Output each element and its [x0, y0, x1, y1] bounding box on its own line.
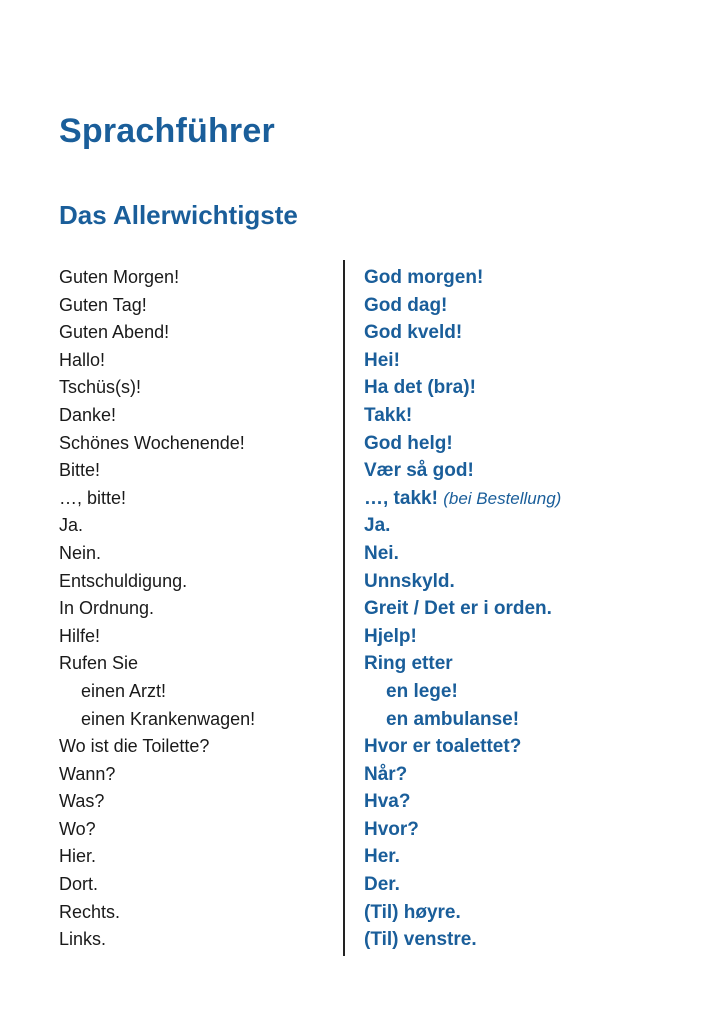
- norwegian-phrase-text: Vær så god!: [364, 460, 474, 482]
- german-phrase: Was?: [59, 791, 105, 812]
- german-phrase: einen Arzt!: [81, 680, 167, 701]
- norwegian-phrase: [364, 485, 694, 513]
- german-phrase: Entschuldigung.: [59, 570, 188, 591]
- german-phrase: einen Krankenwagen!: [81, 708, 256, 729]
- german-phrase: Wo ist die Toilette?: [59, 736, 210, 757]
- german-phrase: Links.: [59, 929, 107, 950]
- norwegian-phrase: [364, 788, 694, 816]
- german-phrase: Rufen Sie: [59, 653, 139, 674]
- usage-note: (bei Bestellung): [443, 488, 562, 508]
- norwegian-phrase: [364, 733, 694, 761]
- norwegian-phrase: [364, 264, 694, 292]
- norwegian-phrase-text: God kveld!: [364, 322, 463, 344]
- norwegian-phrase: [364, 871, 694, 899]
- norwegian-phrase-text: God helg!: [364, 432, 453, 454]
- norwegian-phrase-text: Unnskyld.: [364, 570, 455, 592]
- norwegian-phrase: [364, 402, 694, 430]
- german-phrase: Rechts.: [59, 901, 121, 922]
- german-phrase: Hallo!: [59, 349, 106, 370]
- norwegian-phrase: [364, 926, 694, 954]
- norwegian-phrase-text: (Til) venstre.: [364, 929, 477, 951]
- german-phrase: Hilfe!: [59, 625, 101, 646]
- norwegian-phrase-text: Hva?: [364, 791, 411, 813]
- norwegian-phrase: [364, 319, 694, 347]
- german-phrase: Wann?: [59, 763, 116, 784]
- norwegian-phrase-text: Nei.: [364, 542, 399, 564]
- german-phrase: Nein.: [59, 542, 102, 563]
- column-divider: [343, 260, 345, 956]
- german-phrase: Tschüs(s)!: [59, 377, 142, 398]
- norwegian-phrase: [364, 623, 694, 651]
- norwegian-phrase-text: Hei!: [364, 349, 400, 371]
- norwegian-phrase: [364, 568, 694, 596]
- german-phrase: In Ordnung.: [59, 598, 155, 619]
- norwegian-phrase: [364, 706, 694, 734]
- norwegian-phrase-text: Ring etter: [364, 653, 453, 675]
- german-phrase: Guten Tag!: [59, 294, 147, 315]
- norwegian-phrase-text: Takk!: [364, 404, 413, 426]
- norwegian-phrase: [364, 650, 694, 678]
- norwegian-phrase: [364, 540, 694, 568]
- norwegian-phrase: [364, 843, 694, 871]
- norwegian-phrase: [364, 899, 694, 927]
- norwegian-phrase-text: (Til) høyre.: [364, 901, 461, 923]
- german-phrase: Wo?: [59, 818, 96, 839]
- norwegian-phrase-text: Ja.: [364, 515, 391, 537]
- norwegian-phrase-text: Greit / Det er i orden.: [364, 598, 552, 620]
- section-title: Das Allerwichtigste: [59, 200, 298, 230]
- norwegian-phrase-column: [364, 264, 694, 954]
- norwegian-phrase-text: Hvor?: [364, 818, 419, 840]
- german-phrase: Hier.: [59, 846, 97, 867]
- german-phrase: Guten Abend!: [59, 322, 170, 343]
- norwegian-phrase: [364, 457, 694, 485]
- norwegian-phrase: [364, 816, 694, 844]
- norwegian-phrase: [364, 761, 694, 789]
- german-phrase: Dort.: [59, 874, 99, 895]
- norwegian-phrase-text: …, takk!: [364, 487, 438, 509]
- german-phrase: Schönes Wochenende!: [59, 432, 245, 453]
- german-phrase: Guten Morgen!: [59, 267, 180, 287]
- page-title: Sprachführer: [59, 112, 275, 150]
- norwegian-phrase-text: Når?: [364, 763, 408, 785]
- german-phrase: Ja.: [59, 515, 84, 536]
- norwegian-phrase-text: Ha det (bra)!: [364, 377, 476, 399]
- norwegian-phrase-text: God morgen!: [364, 267, 484, 288]
- norwegian-phrase: [364, 678, 694, 706]
- norwegian-phrase-text: Her.: [364, 846, 400, 868]
- norwegian-phrase: [364, 347, 694, 375]
- norwegian-phrase: [364, 292, 694, 320]
- norwegian-phrase-text: en ambulanse!: [386, 708, 520, 730]
- norwegian-phrase: [364, 374, 694, 402]
- german-phrase: Danke!: [59, 404, 117, 425]
- german-phrase: …, bitte!: [59, 487, 127, 508]
- german-phrase: Bitte!: [59, 460, 101, 481]
- norwegian-phrase-text: Hjelp!: [364, 625, 417, 647]
- norwegian-phrase-text: Hvor er toalettet?: [364, 736, 522, 758]
- norwegian-phrase-text: God dag!: [364, 294, 448, 316]
- norwegian-phrase-text: en lege!: [386, 680, 458, 702]
- norwegian-phrase: [364, 595, 694, 623]
- german-phrase-column: [59, 264, 339, 954]
- norwegian-phrase: [364, 512, 694, 540]
- norwegian-phrase-text: Der.: [364, 874, 400, 896]
- norwegian-phrase: [364, 430, 694, 458]
